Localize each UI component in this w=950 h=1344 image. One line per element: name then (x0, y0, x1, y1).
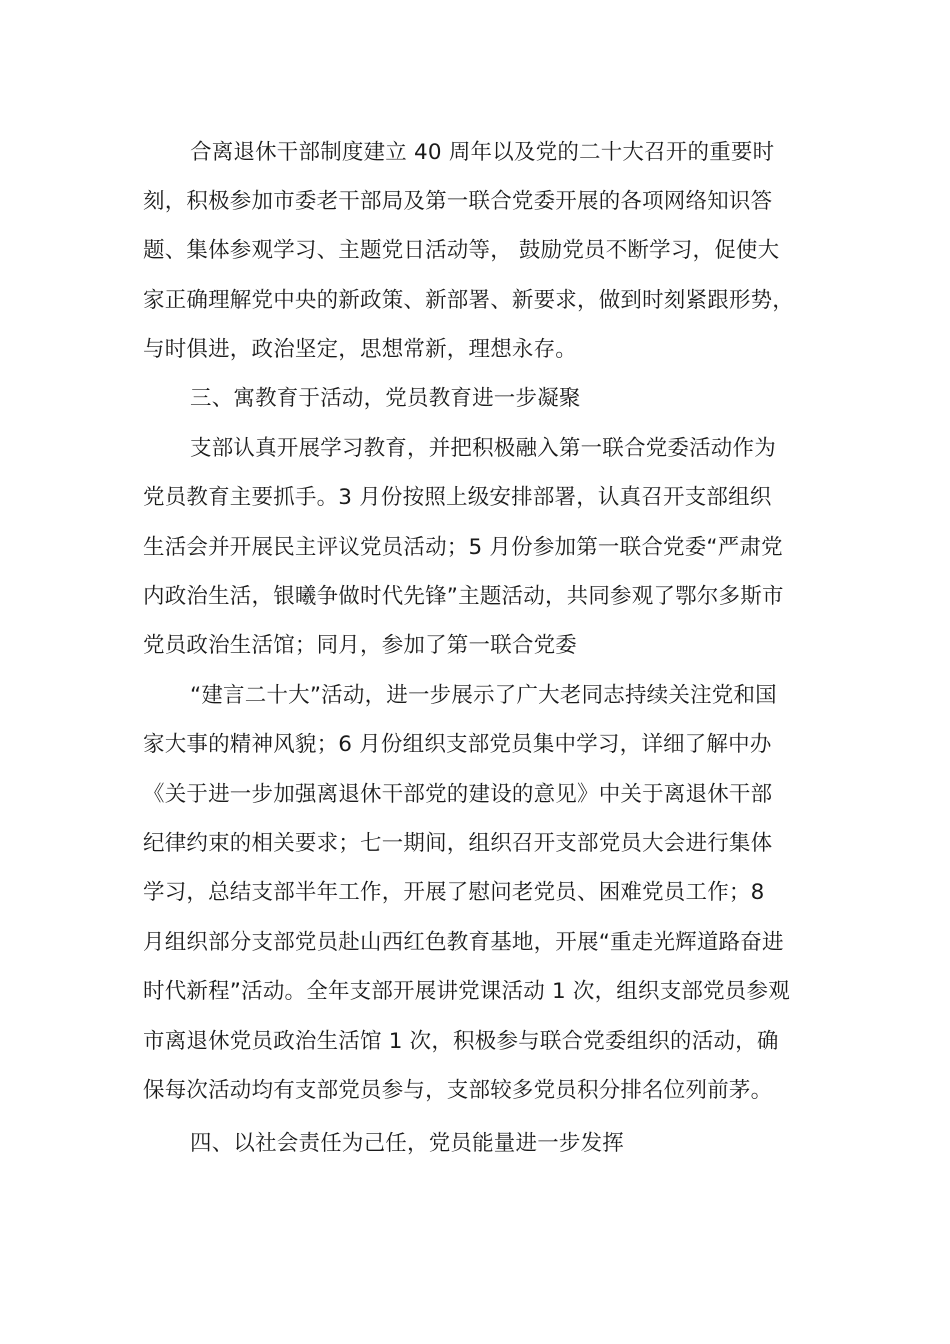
body-line: 刻，积极参加市委老干部局及第一联合党委开展的各项网络知识答 (143, 189, 773, 214)
section-heading: 四、以社会责任为己任，党员能量进一步发挥 (190, 1131, 625, 1156)
section-heading: 三、寓教育于活动，党员教育进一步凝聚 (190, 386, 581, 411)
body-line: 支部认真开展学习教育，并把积极融入第一联合党委活动作为 (190, 436, 776, 461)
body-line: 合离退休干部制度建立 40 周年以及党的二十大召开的重要时 (190, 140, 775, 165)
body-line: 月组织部分支部党员赴山西红色教育基地，开展“重走光辉道路奋进 (143, 930, 784, 955)
body-line: 与时俱进，政治坚定，思想常新，理想永存。 (143, 337, 578, 362)
body-line: 家正确理解党中央的新政策、新部署、新要求，做到时刻紧跟形势， (143, 288, 795, 313)
body-line: “建言二十大”活动，进一步展示了广大老同志持续关注党和国 (190, 683, 777, 708)
body-line: 保每次活动均有支部党员参与，支部较多党员积分排名位列前茅。 (143, 1078, 773, 1103)
body-line: 学习，总结支部半年工作，开展了慰问老党员、困难党员工作；8 (143, 880, 765, 905)
body-line: 生活会并开展民主评议党员活动；5 月份参加第一联合党委“严肃党 (143, 535, 783, 560)
body-line: 市离退休党员政治生活馆 1 次，积极参与联合党委组织的活动，确 (143, 1029, 779, 1054)
body-line: 党员教育主要抓手。3 月份按照上级安排部署，认真召开支部组织 (143, 485, 772, 510)
body-line: 纪律约束的相关要求；七一期间，组织召开支部党员大会进行集体 (143, 831, 773, 856)
body-line: 内政治生活，银曦争做时代先锋”主题活动，共同参观了鄂尔多斯市 (143, 584, 784, 609)
body-line: 题、集体参观学习、主题党日活动等， 鼓励党员不断学习，促使大 (143, 238, 780, 263)
body-line: 家大事的精神风貌；6 月份组织支部党员集中学习，详细了解中办 (143, 732, 772, 757)
body-line: 党员政治生活馆；同月，参加了第一联合党委 (143, 633, 578, 658)
body-line: 《关于进一步加强离退休干部党的建设的意见》中关于离退休干部 (143, 782, 773, 807)
body-line: 时代新程”活动。全年支部开展讲党课活动 1 次，组织支部党员参观 (143, 979, 790, 1004)
